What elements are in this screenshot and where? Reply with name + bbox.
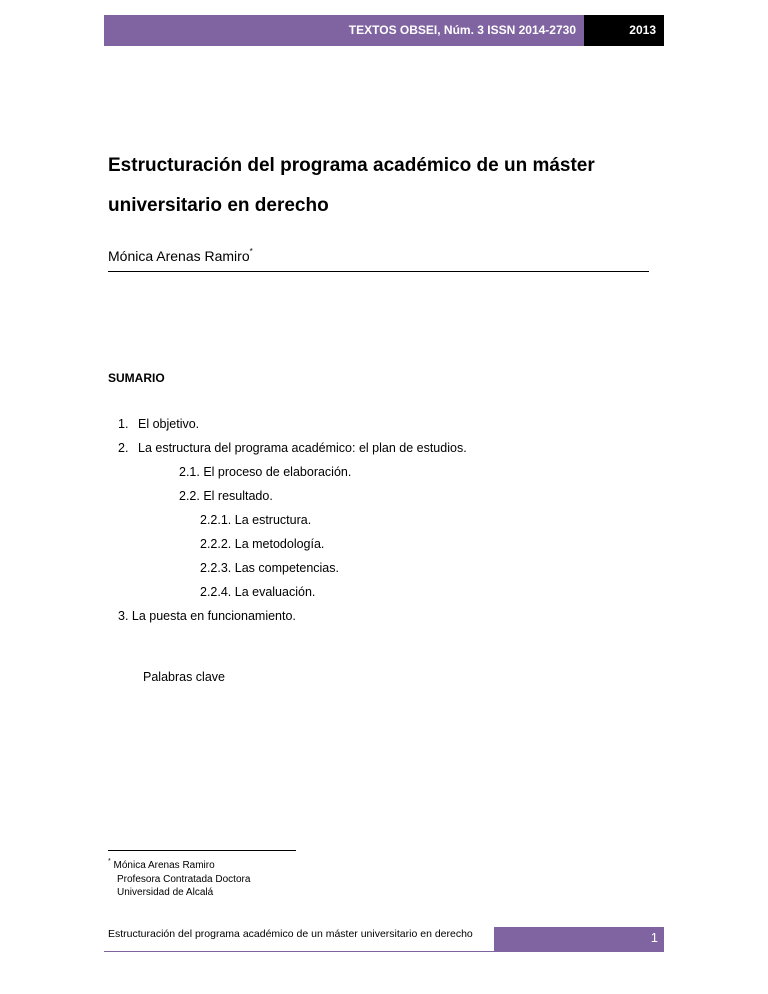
journal-header: TEXTOS OBSEI, Núm. 3 ISSN 2014-2730 [348,23,576,37]
toc-item-text: 3. La puesta en funcionamiento. [118,609,296,623]
page-number: 1 [650,930,658,945]
author [108,247,253,264]
toc-item [200,585,315,599]
toc-item-number: 1. [118,417,129,431]
toc-item [118,609,296,623]
author-divider [108,271,649,272]
toc-item [200,561,339,575]
footnote-position: Profesora Contratada Doctora [117,873,251,885]
toc-item-text: 2.2.2. La metodología. [200,537,325,551]
footnote-author: Mónica Arenas Ramiro [113,860,215,871]
toc-item [200,513,311,527]
toc-item-text: 2.2.4. La evaluación. [200,585,316,599]
author-name: Mónica Arenas Ramiro [108,248,250,264]
summary-heading: SUMARIO [108,371,165,385]
footnote-reference[interactable]: * [249,247,253,256]
header-year: 2013 [584,15,664,46]
toc-item [118,417,199,431]
footnote-institution: Universidad de Alcalá [117,887,214,898]
toc-item-text: 2.1. El proceso de elaboración. [179,465,352,479]
footnote-mark: * [108,858,111,865]
document-title [108,146,668,226]
toc-item [179,489,273,503]
footnote-divider [108,850,296,851]
toc-item-text: 2.2.3. Las competencias. [200,561,339,575]
title-line-1: Estructuración del programa académico de un máster [108,155,595,176]
toc-item-text: 2.2.1. La estructura. [200,513,312,527]
toc-item-text: La estructura del programa académico: el plan de estudios. [138,441,467,455]
footnote [108,855,250,900]
toc-item [200,537,324,551]
title-line-2: universitario en derecho [108,195,329,216]
toc-item-number: 2. [118,441,129,455]
toc-item [118,441,467,455]
footer-divider [104,951,664,952]
toc-item [179,465,351,479]
footer-running-title: Estructuración del programa académico de un máster universitario en derecho [108,928,473,940]
keywords-label: Palabras clave [143,670,225,684]
toc-item-text: 2.2. El resultado. [179,489,273,503]
footnote-line-1 [108,855,250,873]
toc-item-text: El objetivo. [138,417,200,431]
footer-bar [494,927,664,951]
